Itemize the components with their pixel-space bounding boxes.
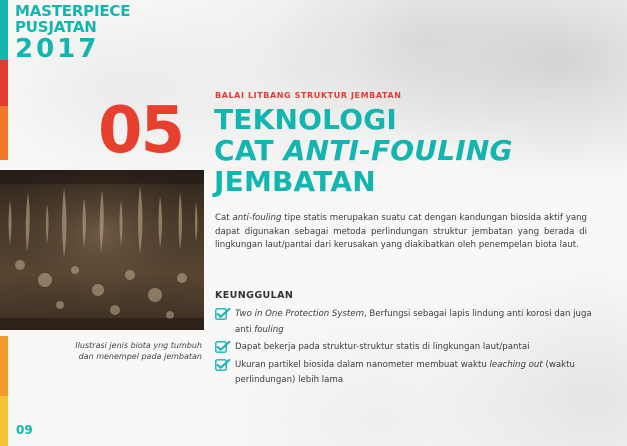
title-line2-prefix: CAT: [214, 134, 284, 167]
description-rest: tipe statis merupakan suatu cat dengan kandungan biosida aktif yang dapat digunakan sebagai metoda perlindungan struktur jembatan yang berada di lingkungan laut/pantai dari kerusakan yang diakibatkan oleh penempelan biota laut.: [215, 213, 587, 251]
brand-year: 2017: [15, 34, 100, 64]
advantage-text-1: Dapat bekerja pada struktur-struktur statis di lingkungan laut/pantai: [235, 342, 530, 352]
biofouling-photo: [0, 170, 204, 330]
color-stripe-orange: [0, 106, 8, 160]
advantages-heading: KEUNGGULAN: [215, 290, 294, 301]
color-stripe-yellow: [0, 396, 8, 446]
checkbox-checked-icon: [215, 341, 231, 353]
color-stripe-teal: [0, 0, 8, 60]
description-paragraph: [215, 212, 587, 253]
advantages-list: [215, 307, 595, 391]
advantage-text-1: , Berfungsi sebagai lapis lindung anti korosi dan juga anti: [235, 309, 592, 335]
advantage-text: [235, 358, 595, 389]
title-line3: JEMBATAN: [214, 165, 376, 198]
advantage-text-2: (waktu perlindungan) lebih lama: [235, 359, 575, 385]
title-line2: [214, 135, 513, 166]
caption-line2: dan menempel pada jembatan: [78, 352, 202, 361]
description-prefix: Cat: [215, 213, 233, 223]
checkbox-checked-icon: [215, 308, 231, 320]
brand-logo: [15, 3, 130, 62]
advantage-item: [215, 307, 595, 338]
advantage-italic-1: Two in One Protection System: [235, 309, 364, 319]
description-italic: anti-fouling: [232, 213, 282, 223]
department-label: BALAI LITBANG STRUKTUR JEMBATAN: [215, 91, 402, 100]
photo-caption: [30, 340, 202, 362]
advantage-text: [235, 307, 595, 338]
checkbox-checked-icon: [215, 359, 231, 371]
brand-line1: MASTERPIECE: [15, 2, 131, 20]
title-line2-italic: ANTI-FOULING: [283, 134, 513, 167]
color-stripe-amber: [0, 336, 8, 396]
advantage-italic-2: leaching out: [489, 359, 543, 370]
page-title: [214, 104, 513, 197]
advantage-italic-2: fouling: [254, 324, 284, 335]
advantage-item: [215, 358, 595, 389]
color-stripe-red: [0, 60, 8, 106]
caption-line1: Ilustrasi jenis biota yng tumbuh: [75, 341, 202, 350]
page-number: 09: [16, 423, 33, 437]
advantage-text-1: Ukuran partikel biosida dalam nanometer membuat waktu: [235, 359, 490, 370]
advantage-text: [235, 340, 529, 356]
advantage-item: [215, 340, 595, 356]
title-line1: TEKNOLOGI: [214, 103, 398, 136]
brand-line2: PUSJATAN: [15, 18, 97, 36]
section-number: 05: [98, 94, 184, 168]
